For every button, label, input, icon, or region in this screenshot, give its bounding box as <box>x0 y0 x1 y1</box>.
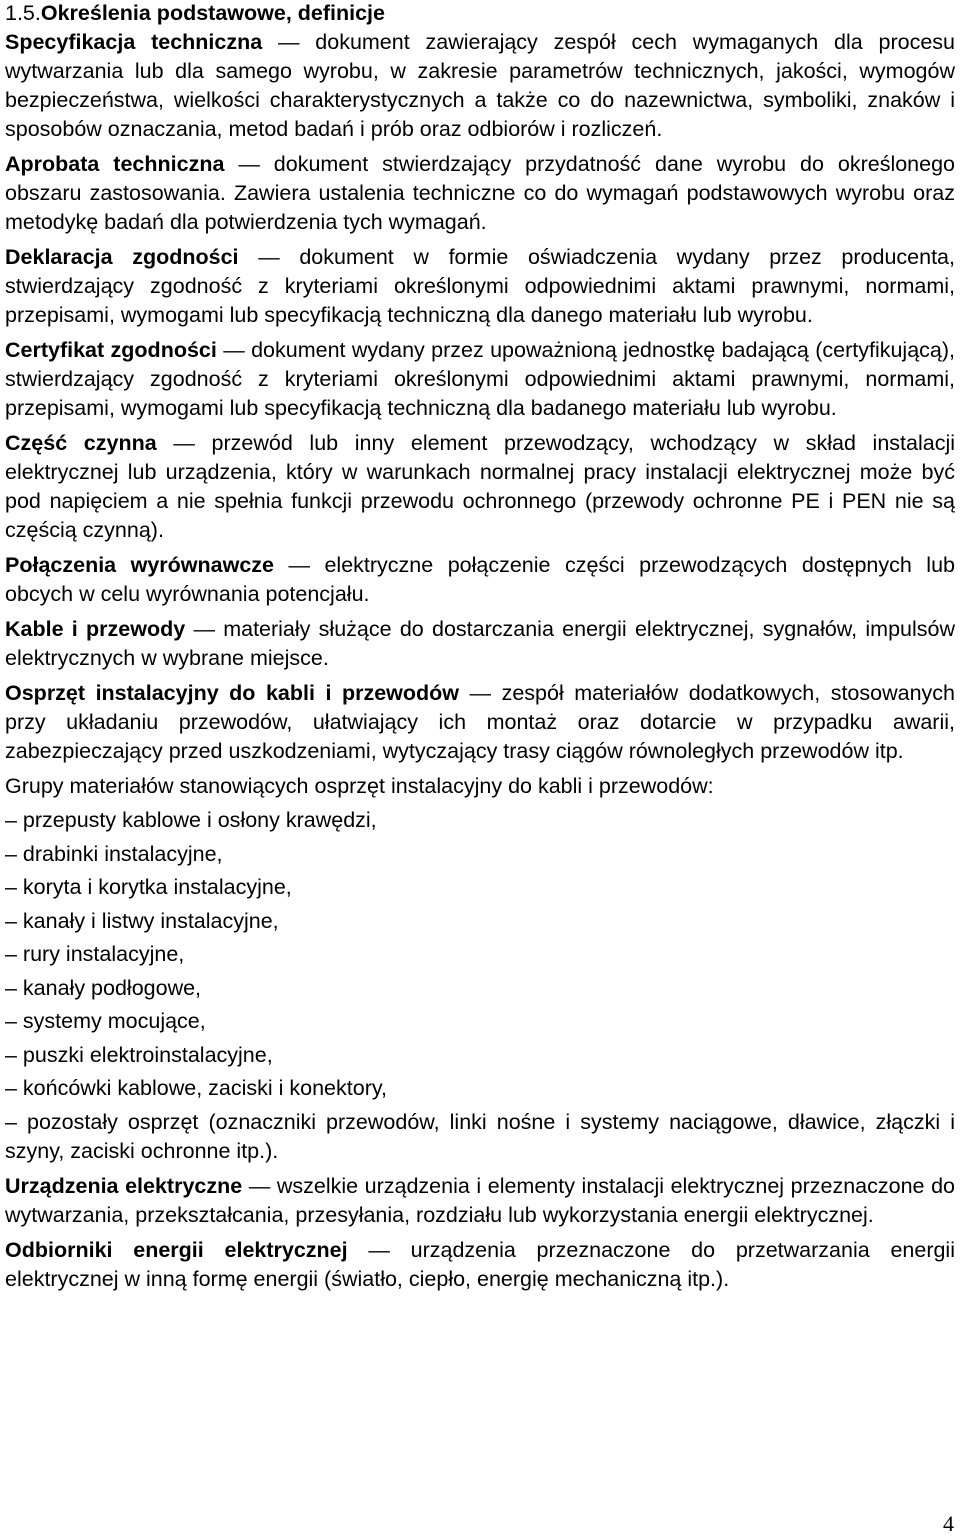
page-number: 4 <box>943 1511 954 1536</box>
list-item: – koryta i korytka instalacyjne, <box>5 875 292 899</box>
definition-term: Kable i przewody <box>5 617 186 641</box>
definition-term: Urządzenia elektryczne <box>5 1173 243 1198</box>
definition-paragraph <box>5 551 955 609</box>
definition-term: Deklaracja zgodności <box>5 245 239 269</box>
definition-term: Połączenia wyrównawcze <box>5 553 274 577</box>
definition-text: — dokument stwierdzający przydatność dane wyrobu do określonego obszaru zastosowania. Zawiera ustalenia techniczne co do wymagań podstawowych wyrobu oraz metodykę badań dla potwierdzenia tych wymagań. <box>5 152 956 234</box>
definition-paragraph <box>5 336 955 423</box>
list-item: – rury instalacyjne, <box>5 942 185 966</box>
definition-text: — zespół materiałów dodatkowych, stosowanych przy układaniu przewodów, ułatwiający ich montaż oraz dotarcie w przypadku awarii, zabezpieczający przed uszkodzeniami, wytyczający trasy ciągów równoległych przewodów itp. <box>5 681 955 763</box>
definition-paragraph <box>5 150 955 237</box>
list-item: – systemy mocujące, <box>5 1009 206 1033</box>
definition-term: Część czynna <box>5 431 157 455</box>
groups-list <box>5 806 955 1166</box>
section-heading <box>5 0 955 26</box>
list-item: – drabinki instalacyjne, <box>5 841 223 866</box>
definition-text: — urządzenia przeznaczone do przetwarzania energii elektrycznej w inną formę energii (światło, ciepło, energię mechaniczną itp.). <box>5 1237 955 1291</box>
section-number: 1.5. <box>5 1 41 25</box>
list-item: – puszki elektroinstalacyjne, <box>5 1042 273 1067</box>
definition-paragraph <box>5 28 955 144</box>
definition-text: — dokument zawierający zespół cech wymaganych dla procesu wytwarzania lub dla samego wyrobu, w zakresie parametrów technicznych, jakości, wymogów bezpieczeństwa, wielkości charakterystycznych a także co do nazewnictwa, symboliki, znaków i sposobów oznaczania, metod badań i prób oraz odbiorów i rozliczeń. <box>5 30 955 141</box>
definition-text: — materiały służące do dostarczania energii elektrycznej, sygnałów, impulsów elektrycznych w wybrane miejsce. <box>5 617 955 670</box>
definition-paragraph <box>5 1172 955 1230</box>
definition-paragraph <box>5 615 955 673</box>
definition-paragraph <box>5 243 955 330</box>
definition-text: — dokument w formie oświadczenia wydany przez producenta, stwierdzający zgodność z kryteriami określonymi odpowiednimi aktami prawnymi, normami, przepisami, wymogami lub specyfikacją techniczną dla danego materiału lub wyrobu. <box>5 245 955 327</box>
section-title: Określenia podstawowe, definicje <box>40 1 385 25</box>
definition-text: — dokument wydany przez upoważnioną jednostkę badającą (certyfikującą), stwierdzający zgodność z kryteriami określonymi odpowiednimi aktami prawnymi, normami, przepisami, wymogami lub specyfikacją techniczną dla badanego materiału lub wyrobu. <box>5 338 956 420</box>
list-item: – kanały i listwy instalacyjne, <box>5 908 279 933</box>
definition-term: Specyfikacja techniczna <box>5 30 263 54</box>
definition-term: Aprobata techniczna <box>5 152 225 176</box>
definition-term: Odbiorniki energii elektrycznej <box>5 1237 348 1262</box>
definition-term: Osprzęt instalacyjny do kabli i przewodów <box>5 681 460 705</box>
definition-text: — wszelkie urządzenia i elementy instalacji elektrycznej przeznaczone do wytwarzania, przekształcania, przesyłania, rozdziału lub wykorzystania energii elektrycznej. <box>5 1173 955 1227</box>
definition-paragraph <box>5 679 955 766</box>
definition-text: — elektryczne połączenie części przewodzących dostępnych lub obcych w celu wyrównania potencjału. <box>5 553 955 606</box>
definition-paragraph <box>5 429 955 545</box>
list-item: – przepusty kablowe i osłony krawędzi, <box>5 808 377 832</box>
definition-paragraph <box>5 1236 955 1294</box>
definition-text: — przewód lub inny element przewodzący, wchodzący w skład instalacji elektrycznej lub urządzenia, który w warunkach normalnej pracy instalacji elektrycznej może być pod napięciem a nie spełnia funkcji przewodu ochronnego (przewody ochronne PE i PEN nie są częścią czynną). <box>5 431 956 542</box>
list-item: – kanały podłogowe, <box>5 975 202 1000</box>
document-page <box>5 0 955 1300</box>
list-item: – pozostały osprzęt (oznaczniki przewodów, linki nośne i systemy naciągowe, dławice, złączki i szyny, zaciski ochronne itp.). <box>5 1109 955 1163</box>
definition-term: Certyfikat zgodności <box>5 338 217 362</box>
groups-intro: Grupy materiałów stanowiących osprzęt instalacyjny do kabli i przewodów: <box>5 774 714 798</box>
list-item: – końcówki kablowe, zaciski i konektory, <box>5 1076 387 1100</box>
